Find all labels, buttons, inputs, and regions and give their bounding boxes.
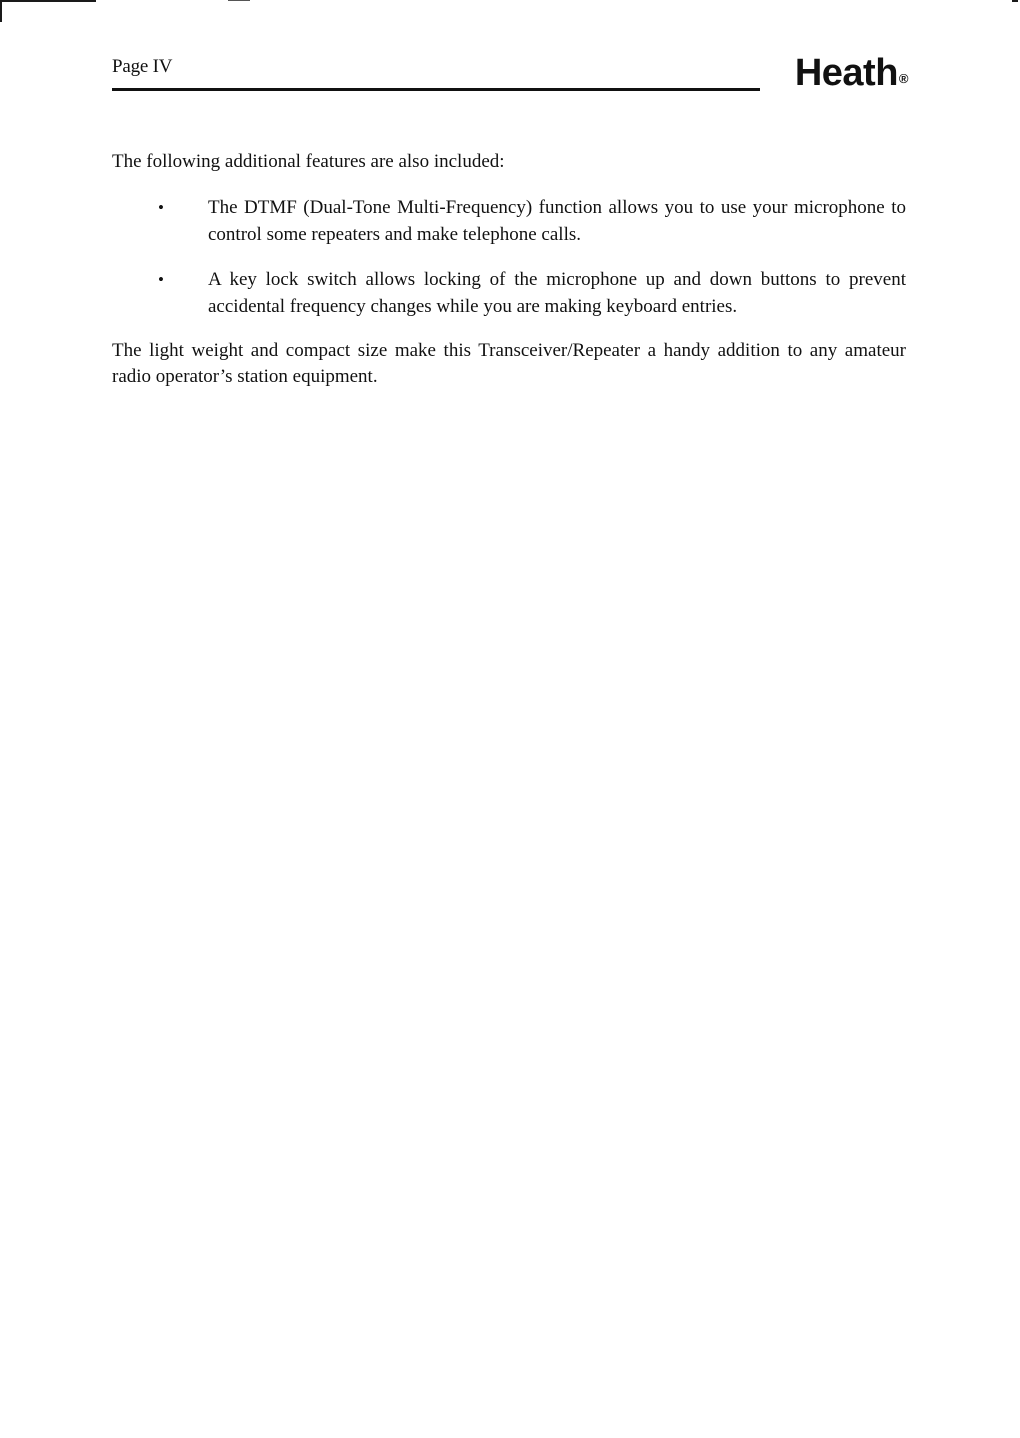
scan-corner-mark [0,0,2,22]
brand-logo [795,50,908,96]
feature-item-dtmf [112,194,906,248]
page-header [112,50,908,98]
brand-name: Heath [794,52,898,94]
bullet-icon: • [158,270,164,289]
scan-edge-mark [1012,0,1018,2]
feature-text: The DTMF (Dual-Tone Multi-Frequency) function allows you to use your microphone to control some repeaters and make telephone calls. [208,197,906,245]
header-rule [112,88,760,91]
registered-mark: ® [898,71,908,86]
bullet-icon: • [158,198,164,217]
intro-paragraph: The following additional features are also included: [112,151,505,172]
feature-text: A key lock switch allows locking of the microphone up and down buttons to prevent accidental frequency changes while you are making keyboard entries. [208,269,906,317]
closing-paragraph: The light weight and compact size make this Transceiver/Repeater a handy addition to any amateur radio operator’s station equipment. [112,340,906,387]
feature-item-key-lock [112,266,906,320]
page-body [112,148,906,390]
scan-edge-mark [228,0,250,1]
page-number: Page IV [112,56,173,77]
scan-edge-mark [0,0,96,2]
feature-list [112,194,906,320]
